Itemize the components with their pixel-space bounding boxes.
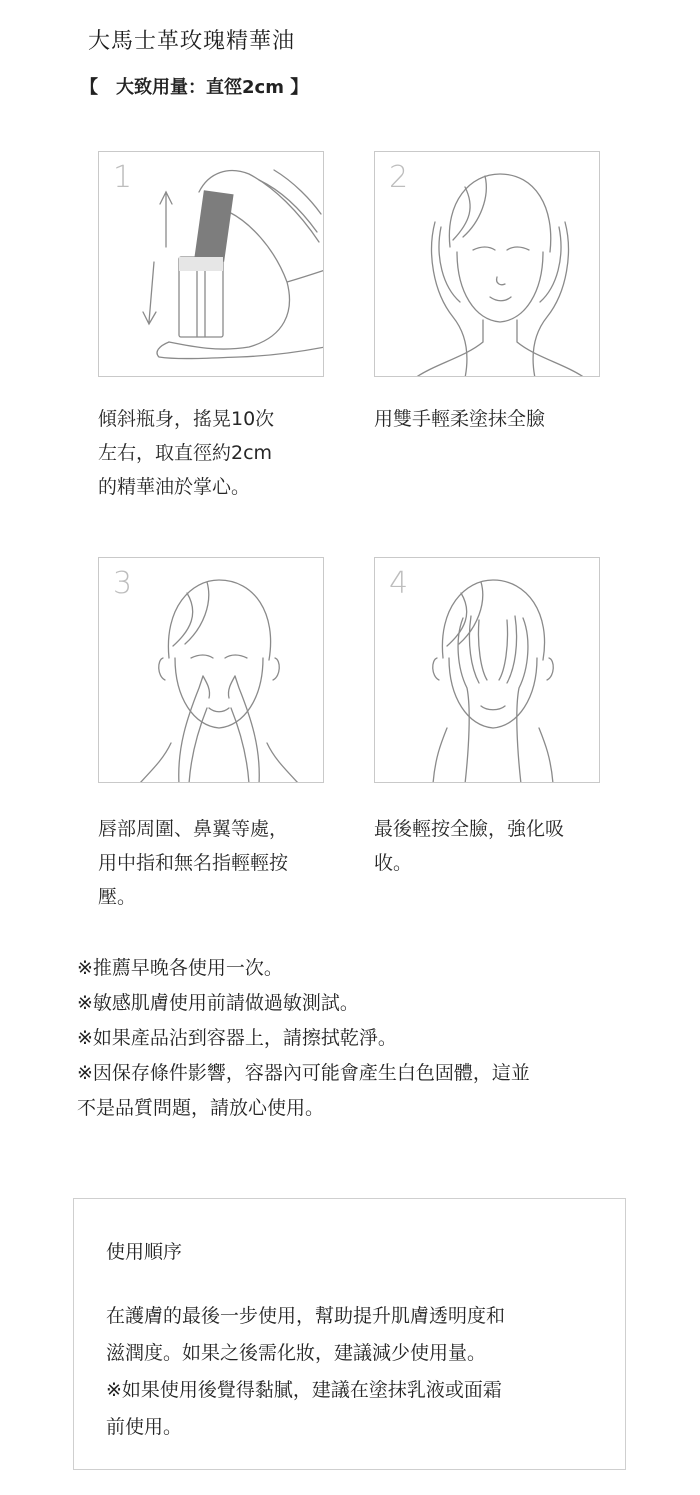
step-1-description xyxy=(98,402,328,504)
note-line: ※敏感肌膚使用前請做過敏測試。 xyxy=(77,992,359,1014)
step-number: 1 xyxy=(113,160,133,195)
note-line: ※因保存條件影響，容器內可能會產生白色固體，這並 xyxy=(77,1062,530,1084)
note-line: ※如果產品沾到容器上，請擦拭乾淨。 xyxy=(77,1027,397,1049)
note-line: 不是品質問題，請放心使用。 xyxy=(77,1097,325,1119)
step-2-description xyxy=(374,402,604,436)
usage-order-line: ※如果使用後覺得黏膩，建議在塗抹乳液或面霜 xyxy=(106,1379,502,1401)
step-3-line: 用中指和無名指輕輕按 xyxy=(98,852,289,874)
step-4-description xyxy=(374,812,604,880)
usage-order-body xyxy=(106,1298,606,1446)
step-4-line: 收。 xyxy=(374,852,413,874)
product-title: 大馬士革玫瑰精華油 xyxy=(88,29,296,54)
usage-notes xyxy=(77,951,637,1126)
usage-order-line: 在護膚的最後一步使用，幫助提升肌膚透明度和 xyxy=(106,1305,506,1327)
step-number: 2 xyxy=(389,160,409,195)
usage-order-line: 前使用。 xyxy=(106,1416,183,1438)
usage-order-box xyxy=(73,1198,626,1470)
step-4-illustration xyxy=(374,557,600,783)
step-4-line: 最後輕按全臉，強化吸 xyxy=(374,818,565,840)
step-3-illustration xyxy=(98,557,324,783)
step-3-description xyxy=(98,812,328,914)
step-2-illustration xyxy=(374,151,600,377)
step-3-line: 唇部周圍、鼻翼等處， xyxy=(98,818,289,840)
step-1-illustration xyxy=(98,151,324,377)
step-number: 4 xyxy=(389,566,409,601)
step-3-line: 壓。 xyxy=(98,886,137,908)
note-line: ※推薦早晚各使用一次。 xyxy=(77,957,283,979)
step-2-line: 用雙手輕柔塗抹全臉 xyxy=(374,408,546,430)
dosage-label: 【 大致用量：直徑2cm 】 xyxy=(80,77,309,98)
step-number: 3 xyxy=(113,566,133,601)
step-1-line: 的精華油於掌心。 xyxy=(98,476,251,498)
step-1-line: 傾斜瓶身，搖晃10次 xyxy=(98,408,275,430)
step-1-line: 左右，取直徑約2cm xyxy=(98,442,273,464)
usage-order-title: 使用順序 xyxy=(106,1241,183,1263)
usage-order-line: 滋潤度。如果之後需化妝，建議減少使用量。 xyxy=(106,1342,487,1364)
